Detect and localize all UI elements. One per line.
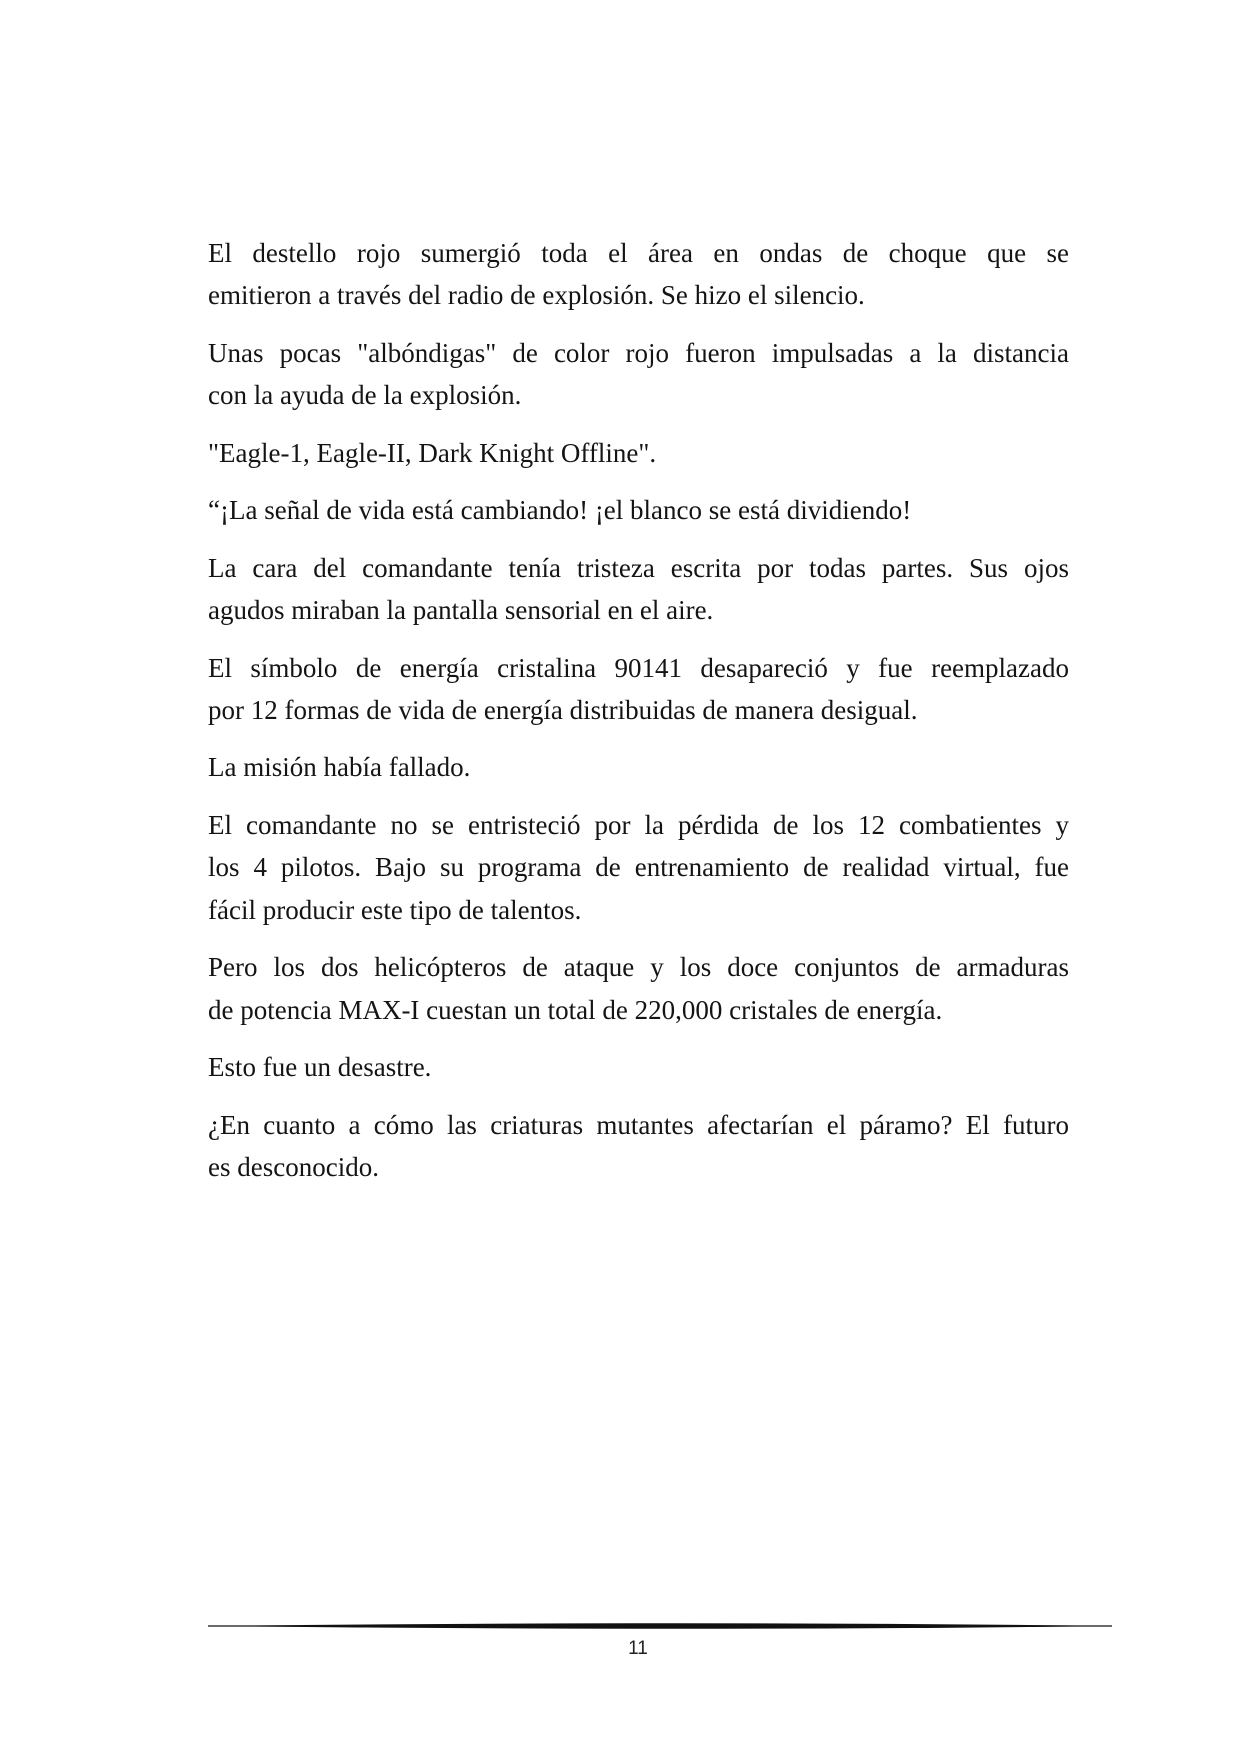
text-line: de potencia MAX-I cuestan un total de 220,000 cristales de energía.: [208, 994, 943, 1025]
text-line: con la ayuda de la explosión.: [208, 380, 522, 411]
text-line: por 12 formas de vida de energía distribuidas de manera desigual.: [208, 694, 918, 725]
paragraph: [208, 489, 1069, 531]
text-line: El símbolo de energía cristalina 90141 desapareció y fue reemplazado: [208, 652, 1069, 683]
text-line: ¿En cuanto a cómo las criaturas mutantes afectarían el páramo? El futuro: [208, 1109, 1069, 1140]
text-line: "Eagle-1, Eagle-II, Dark Knight Offline".: [208, 437, 657, 468]
paragraph: [208, 1104, 1069, 1189]
paragraph: [208, 1046, 1069, 1088]
text-line: “¡La señal de vida está cambiando! ¡el blanco se está dividiendo!: [208, 495, 912, 526]
text-line: los 4 pilotos. Bajo su programa de entrenamiento de realidad virtual, fue: [208, 852, 1069, 883]
paragraph: [208, 332, 1069, 417]
text-line: El destello rojo sumergió toda el área en ondas de choque que se: [208, 238, 1069, 268]
text-line: fácil producir este tipo de talentos.: [208, 894, 582, 925]
paragraph: [208, 746, 1069, 788]
text-line: El comandante no se entristeció por la pérdida de los 12 combatientes y: [208, 809, 1069, 840]
text-line: Esto fue un desastre.: [208, 1052, 432, 1083]
text-line: agudos miraban la pantalla sensorial en el aire.: [208, 595, 714, 626]
paragraph: [208, 547, 1069, 632]
text-line: Pero los dos helicópteros de ataque y los doce conjuntos de armaduras: [208, 952, 1069, 983]
text-line: La cara del comandante tenía tristeza escrita por todas partes. Sus ojos: [208, 552, 1069, 583]
paragraph: [208, 946, 1069, 1031]
text-line: Unas pocas "albóndigas" de color rojo fueron impulsadas a la distancia: [208, 337, 1069, 368]
footer-rule: [208, 1621, 1112, 1631]
chapter-text: [208, 232, 1069, 1203]
paragraph: [208, 232, 1069, 317]
paragraph: [208, 647, 1069, 732]
paragraph: [208, 432, 1069, 474]
paragraph: [208, 804, 1069, 931]
text-line: es desconocido.: [208, 1151, 379, 1182]
text-line: emitieron a través del radio de explosión. Se hizo el silencio.: [208, 280, 865, 311]
text-line: La misión había fallado.: [208, 752, 471, 783]
page-number: 11: [628, 1638, 648, 1659]
